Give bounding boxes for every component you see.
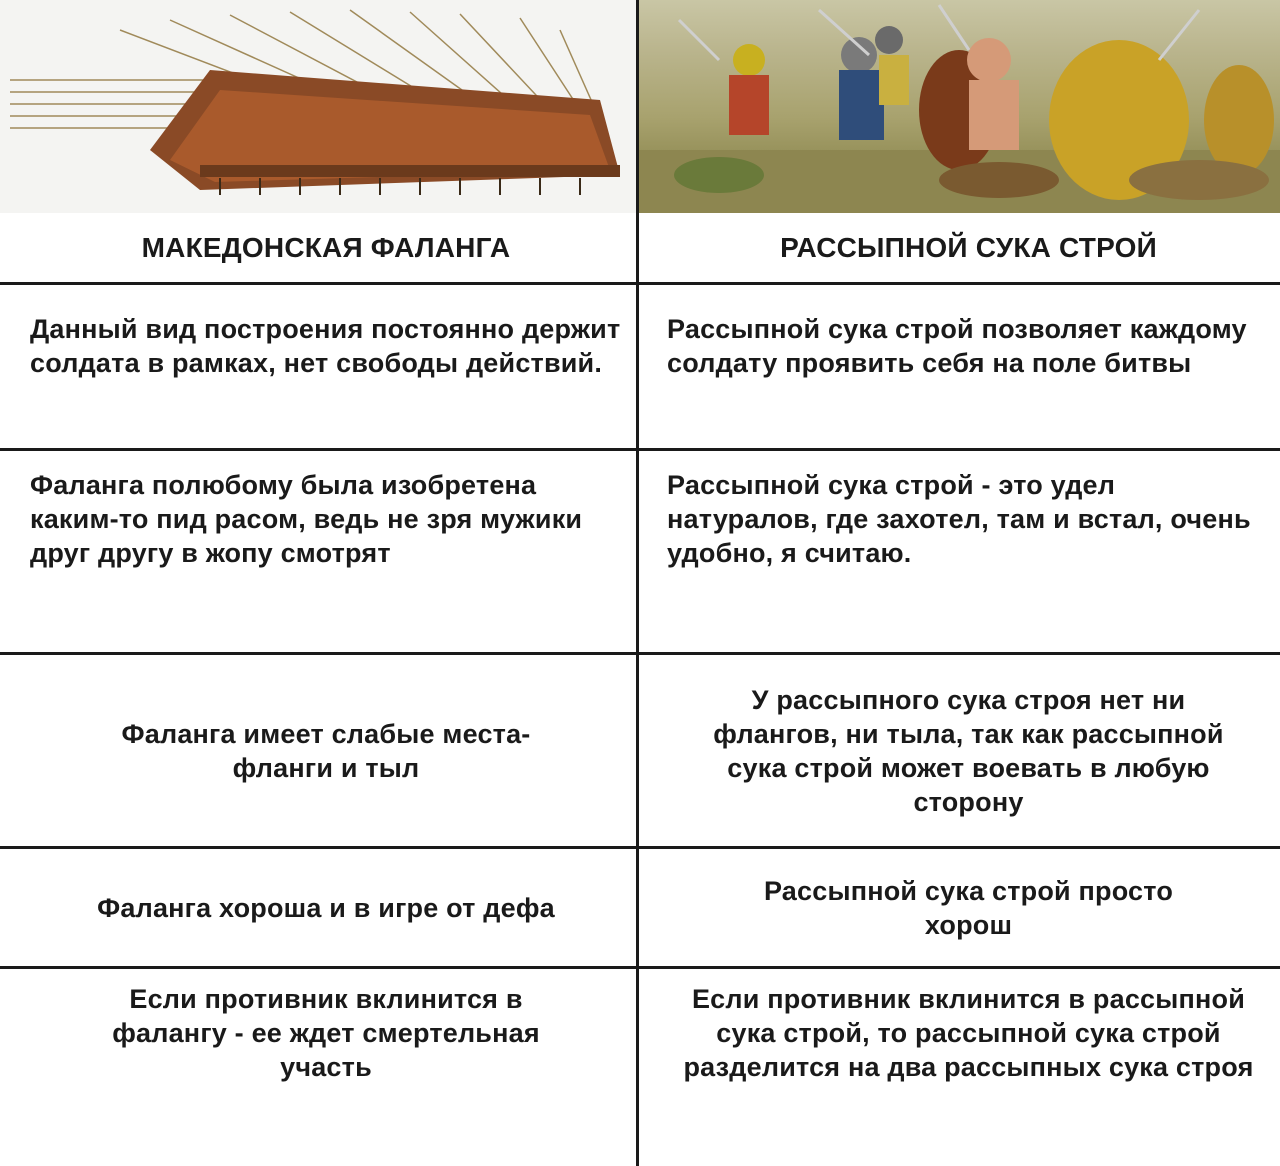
scattered-warriors-illustration: [639, 0, 1280, 213]
row-divider: [0, 282, 1280, 285]
right-column-header: РАССЫПНОЙ СУКА СТРОЙ: [780, 231, 1157, 263]
row-4-right: Рассыпной сука строй просто хорош: [763, 875, 1174, 940]
row-divider: [0, 448, 1280, 451]
row-4-left: Фаланга хороша и в игре от дефа: [97, 892, 555, 923]
left-column-header: МАКЕДОНСКАЯ ФАЛАНГА: [141, 231, 511, 263]
row-1-right: Рассыпной сука строй позволяет каждому солдату проявить себя на поле битвы: [667, 314, 1247, 378]
row-5-right: Если противник вклинится в рассыпной сука строй, то рассыпной сука строй разделится на два рассыпных сука строя: [683, 984, 1254, 1082]
row-3-right: У рассыпного сука строя нет ни флангов, ни тыла, так как рассыпной сука строй может воевать в любую сторону: [713, 684, 1224, 817]
row-2-left: Фаланга полюбому была изобретена каким-то пид расом, ведь не зря мужики друг другу в жопу смотрят: [30, 470, 583, 568]
row-5-left: Если противник вклинится в фалангу - ее ждет смертельная участь: [112, 984, 540, 1082]
row-2-right: Рассыпной сука строй - это удел натуралов, где захотел, там и встал, очень удобно, я считаю.: [667, 470, 1251, 568]
row-3-left: Фаланга имеет слабые места- фланги и тыл: [121, 718, 531, 783]
row-divider: [0, 966, 1280, 969]
row-1-left: Данный вид построения постоянно держит солдата в рамках, нет свободы действий.: [30, 314, 621, 378]
phalanx-illustration: [0, 0, 636, 213]
